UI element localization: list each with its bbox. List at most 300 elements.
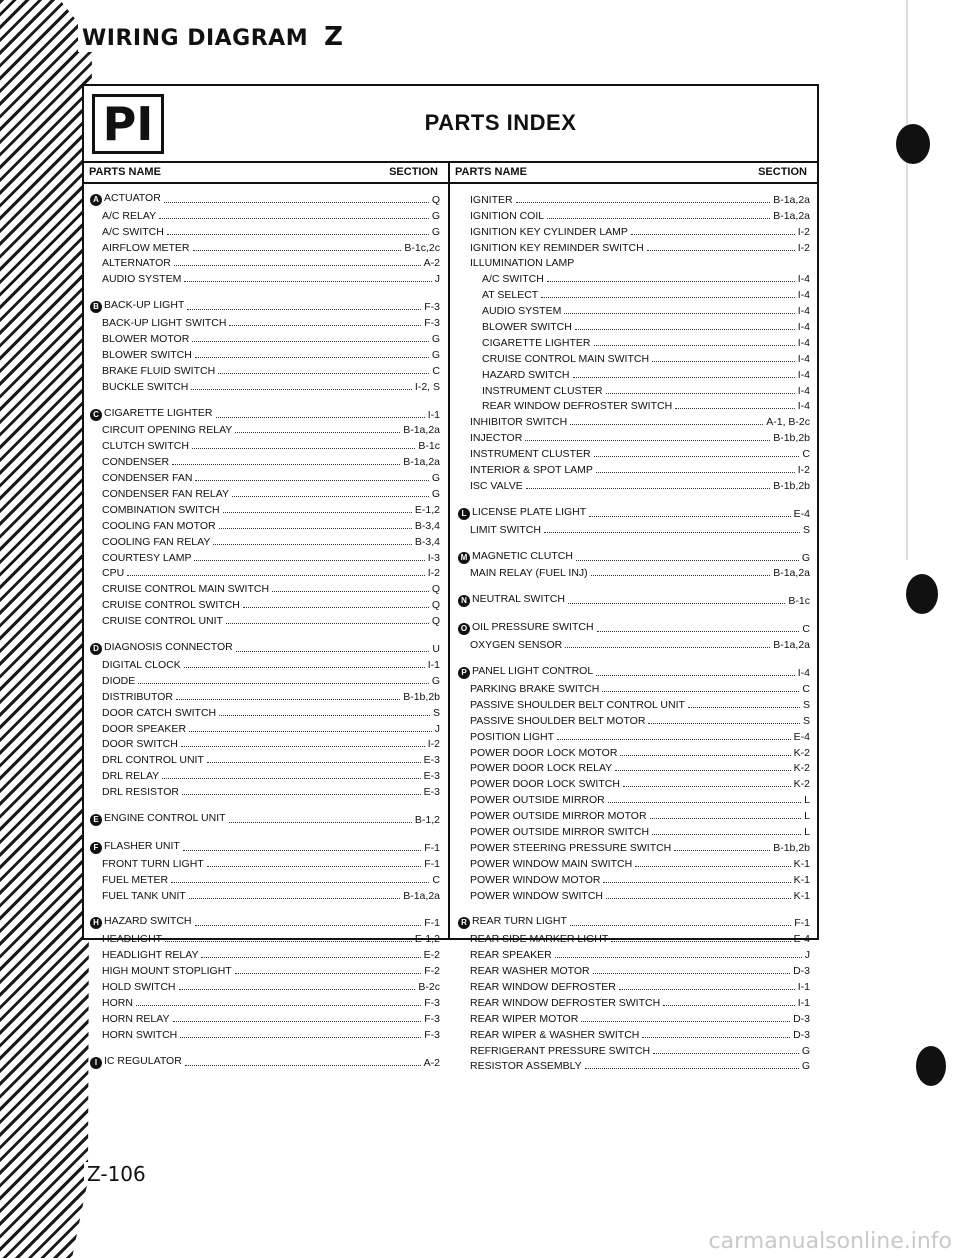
- part-name: [458, 1060, 582, 1072]
- section-code: I-2: [427, 567, 440, 580]
- index-entry: [458, 679, 810, 695]
- index-title-row: [84, 86, 817, 163]
- dot-leader: [159, 218, 429, 219]
- section-code: L: [804, 825, 810, 838]
- dot-leader: [235, 973, 422, 974]
- section-code: G: [801, 551, 810, 564]
- section-code: L: [804, 810, 810, 823]
- dot-leader: [179, 989, 416, 990]
- section-code: B-2c: [418, 980, 440, 993]
- index-entry: [458, 1009, 810, 1025]
- part-name: [458, 915, 567, 929]
- left-column: [90, 190, 440, 1081]
- part-name: [90, 456, 169, 468]
- section-code: K-1: [793, 873, 810, 886]
- dot-leader: [619, 989, 795, 990]
- part-name-text: ILLUMINATION LAMP: [470, 257, 575, 270]
- index-entry: [90, 687, 440, 703]
- part-name: [458, 305, 561, 317]
- index-entry: [458, 1025, 810, 1041]
- index-entry: [90, 516, 440, 532]
- dot-leader: [136, 1005, 421, 1006]
- index-entry: [458, 929, 810, 945]
- index-entry: [458, 774, 810, 790]
- section-code: E-4: [793, 933, 810, 946]
- part-name: [90, 407, 213, 421]
- part-name: [458, 321, 572, 333]
- index-entry: [458, 886, 810, 902]
- part-name: [458, 506, 586, 520]
- dot-leader: [272, 591, 429, 592]
- dot-leader: [516, 202, 771, 203]
- dot-leader: [185, 1065, 421, 1066]
- index-entry: [90, 961, 440, 977]
- index-entry: [90, 548, 440, 564]
- index-entry: [90, 914, 440, 930]
- part-name-text: INSTRUMENT CLUSTER: [482, 384, 603, 397]
- dot-leader: [201, 957, 420, 958]
- part-name-text: AUDIO SYSTEM: [102, 273, 182, 286]
- dot-leader: [591, 575, 771, 576]
- index-entry: [458, 743, 810, 759]
- part-name: [458, 699, 685, 711]
- section-code: G: [431, 333, 440, 346]
- part-name-text: DIAGNOSIS CONNECTOR: [104, 641, 233, 654]
- section-code: Q: [431, 583, 440, 596]
- section-code: B-1a,2a: [773, 193, 810, 206]
- part-name-text: CONDENSER FAN RELAY: [102, 488, 229, 501]
- part-name: [458, 715, 645, 727]
- section-code: S: [802, 698, 810, 711]
- part-name-text: PASSIVE SHOULDER BELT CONTROL UNIT: [470, 698, 685, 711]
- dot-leader: [585, 1068, 799, 1069]
- index-group: [458, 548, 810, 580]
- section-code: I-2: [797, 225, 810, 238]
- part-name-text: AIRFLOW METER: [102, 241, 190, 254]
- dot-leader: [674, 850, 770, 851]
- section-code: G: [431, 225, 440, 238]
- index-entry: [90, 484, 440, 500]
- part-name: [90, 933, 162, 945]
- index-entry: [458, 727, 810, 743]
- part-name: [90, 949, 198, 961]
- section-code: D-3: [793, 965, 810, 978]
- index-badge: PI: [92, 94, 164, 154]
- section-code: I-4: [797, 384, 810, 397]
- dot-leader: [219, 528, 412, 529]
- part-name: [458, 826, 649, 838]
- part-name: [90, 691, 173, 703]
- group-letter-badge: D: [90, 643, 102, 655]
- index-entry: [90, 206, 440, 222]
- dot-leader: [623, 786, 791, 787]
- section-code: B-1b,2b: [403, 690, 440, 703]
- part-name: [90, 641, 233, 655]
- dot-leader: [648, 723, 800, 724]
- index-entry: [90, 254, 440, 270]
- section-code: K-1: [793, 889, 810, 902]
- part-name-text: DIODE: [102, 674, 136, 687]
- section-code: G: [801, 1060, 810, 1073]
- section-code: E-4: [793, 730, 810, 743]
- part-name: [90, 675, 135, 687]
- section-code: I-4: [797, 305, 810, 318]
- index-entry: [458, 759, 810, 775]
- dot-leader: [581, 1021, 790, 1022]
- part-name: [90, 317, 226, 329]
- index-entry: [458, 548, 810, 564]
- section-code: C: [432, 873, 440, 886]
- part-name: [458, 639, 562, 651]
- index-entry: [458, 206, 810, 222]
- part-name-text: POWER OUTSIDE MIRROR MOTOR: [470, 810, 647, 823]
- section-code: F-3: [424, 317, 440, 330]
- dot-leader: [162, 778, 420, 779]
- part-name-text: FLASHER UNIT: [104, 839, 180, 852]
- index-entry: [90, 750, 440, 766]
- part-name-text: HAZARD SWITCH: [482, 368, 570, 381]
- dot-leader: [652, 834, 801, 835]
- dot-leader: [573, 377, 795, 378]
- index-entry: [458, 301, 810, 317]
- index-entry: [90, 313, 440, 329]
- section-code: B-1c: [418, 440, 440, 453]
- index-entry: [90, 870, 440, 886]
- part-name: [458, 273, 544, 285]
- section-code: B-1a,2a: [773, 639, 810, 652]
- part-name-text: INTERIOR & SPOT LAMP: [470, 464, 593, 477]
- left-section-header: SECTION: [389, 166, 438, 178]
- dot-leader: [596, 472, 795, 473]
- index-group: [90, 405, 440, 627]
- part-name-text: REAR SIDE MARKER LIGHT: [470, 933, 609, 946]
- part-name: [458, 464, 593, 476]
- part-name: [458, 242, 644, 254]
- index-entry: [458, 1057, 810, 1073]
- section-code: Q: [431, 615, 440, 628]
- section-code: K-2: [793, 762, 810, 775]
- part-name-text: PANEL LIGHT CONTROL: [472, 665, 594, 678]
- part-name: [458, 448, 591, 460]
- index-entry: [90, 1025, 440, 1041]
- part-name: [90, 552, 191, 564]
- part-name-text: REAR WINDOW DEFROSTER: [470, 980, 616, 993]
- section-code: G: [431, 209, 440, 222]
- dot-leader: [647, 250, 795, 251]
- part-name: [90, 536, 210, 548]
- group-letter-badge: I: [90, 1057, 102, 1069]
- part-name: [90, 257, 171, 269]
- group-letter-badge: H: [90, 917, 102, 929]
- index-entry: [90, 838, 440, 854]
- index-entry: [90, 468, 440, 484]
- dot-leader: [663, 1005, 795, 1006]
- dot-leader: [568, 603, 785, 604]
- section-code: J: [434, 273, 440, 286]
- part-name: [458, 194, 513, 206]
- part-name: [90, 567, 124, 579]
- part-name: [458, 762, 612, 774]
- section-code: B-1a,2a: [773, 209, 810, 222]
- part-name-text: CLUTCH SWITCH: [102, 440, 189, 453]
- part-name-text: BACK-UP LIGHT: [104, 299, 185, 312]
- section-code: B-3,4: [414, 535, 440, 548]
- part-name-text: PARKING BRAKE SWITCH: [470, 682, 600, 695]
- index-group: [90, 914, 440, 1041]
- part-name-text: IGNITION COIL: [470, 209, 545, 222]
- group-letter-badge: N: [458, 595, 470, 607]
- index-entry: [90, 238, 440, 254]
- dot-leader: [192, 341, 429, 342]
- part-name: [90, 754, 204, 766]
- dot-leader: [597, 631, 800, 632]
- part-name-text: REFRIGERANT PRESSURE SWITCH: [470, 1044, 651, 1057]
- dot-leader: [165, 941, 412, 942]
- part-name: [458, 416, 567, 428]
- dot-leader: [525, 440, 770, 441]
- part-name: [458, 524, 541, 536]
- section-code: I-3: [427, 551, 440, 564]
- index-entry: [90, 611, 440, 627]
- group-letter-badge: P: [458, 667, 470, 679]
- section-code: I-2, S: [414, 380, 440, 393]
- index-entry: [90, 886, 440, 902]
- part-name: [90, 210, 156, 222]
- part-name-text: DIGITAL CLOCK: [102, 658, 181, 671]
- section-code: F-1: [794, 917, 810, 930]
- part-name-text: HORN: [102, 996, 133, 1009]
- part-name: [458, 997, 660, 1009]
- section-code: I-4: [797, 352, 810, 365]
- page-header: [78, 22, 347, 52]
- part-name: [458, 858, 632, 870]
- index-group: [458, 914, 810, 1073]
- index-entry: [458, 222, 810, 238]
- section-code: J: [434, 722, 440, 735]
- index-entry: [90, 190, 440, 206]
- part-name-text: ENGINE CONTROL UNIT: [104, 811, 226, 824]
- part-name-text: REAR TURN LIGHT: [472, 915, 567, 928]
- section-code: I-4: [797, 400, 810, 413]
- part-name: [90, 472, 192, 484]
- index-entry: [458, 711, 810, 727]
- index-entry: [458, 977, 810, 993]
- section-code: B-1a,2a: [773, 567, 810, 580]
- dot-leader: [226, 623, 429, 624]
- dot-leader: [229, 325, 421, 326]
- index-entry: [458, 269, 810, 285]
- dot-leader: [576, 560, 799, 561]
- part-name: [458, 550, 573, 564]
- dot-leader: [631, 234, 795, 235]
- part-name: [90, 242, 190, 254]
- part-name: [90, 381, 188, 393]
- section-code: S: [802, 714, 810, 727]
- dot-leader: [193, 250, 402, 251]
- section-code: E-1,2: [414, 503, 440, 516]
- index-entry: [90, 436, 440, 452]
- part-name: [458, 981, 616, 993]
- part-name-text: LIMIT SWITCH: [470, 523, 541, 536]
- part-name: [458, 1045, 650, 1057]
- section-code: E-3: [423, 770, 440, 783]
- dot-leader: [171, 882, 429, 883]
- section-code: B-1c: [788, 595, 810, 608]
- part-name-text: IGNITION KEY REMINDER SWITCH: [470, 241, 644, 254]
- part-name: [458, 874, 600, 886]
- dot-leader: [181, 746, 425, 747]
- part-name-text: DOOR SPEAKER: [102, 722, 187, 735]
- dot-leader: [570, 424, 763, 425]
- part-name: [458, 890, 603, 902]
- part-name: [458, 794, 605, 806]
- part-name: [90, 723, 186, 735]
- group-letter-badge: C: [90, 409, 102, 421]
- part-name: [90, 659, 181, 671]
- section-code: E-3: [423, 786, 440, 799]
- dot-leader: [229, 822, 412, 823]
- part-name: [458, 933, 608, 945]
- dot-leader: [195, 925, 422, 926]
- part-name: [90, 707, 216, 719]
- dot-leader: [138, 683, 429, 684]
- index-group: [90, 639, 440, 798]
- index-entry: [90, 405, 440, 421]
- part-name: [90, 812, 226, 826]
- section-code: E-3: [423, 754, 440, 767]
- index-entry: [458, 635, 810, 651]
- dot-leader: [555, 957, 802, 958]
- index-entry: [458, 822, 810, 838]
- part-name: [458, 965, 590, 977]
- part-name-text: NEUTRAL SWITCH: [472, 593, 565, 606]
- section-code: C: [802, 448, 810, 461]
- part-name-text: CONDENSER: [102, 456, 170, 469]
- dot-leader: [172, 464, 400, 465]
- section-code: A-1, B-2c: [766, 416, 810, 429]
- dot-leader: [235, 432, 400, 433]
- dot-leader: [243, 607, 429, 608]
- index-entry: [90, 945, 440, 961]
- index-entry: [458, 190, 810, 206]
- part-name-text: A/C SWITCH: [102, 225, 164, 238]
- part-name: [458, 337, 591, 349]
- part-name: [90, 1029, 177, 1041]
- part-name: [458, 289, 538, 301]
- group-letter-badge: E: [90, 814, 102, 826]
- part-name: [458, 210, 544, 222]
- index-entry: [458, 790, 810, 806]
- dot-leader: [195, 480, 428, 481]
- part-name-text: CRUISE CONTROL UNIT: [102, 615, 223, 628]
- index-title: PARTS INDEX: [424, 110, 577, 135]
- part-name-text: ALTERNATOR: [102, 257, 171, 270]
- section-code: Q: [431, 193, 440, 206]
- part-name-text: BLOWER MOTOR: [102, 333, 190, 346]
- index-group: [90, 838, 440, 902]
- part-name-text: BLOWER SWITCH: [482, 321, 572, 334]
- index-entry: [458, 349, 810, 365]
- dot-leader: [236, 651, 430, 652]
- part-name: [90, 858, 204, 870]
- dot-leader: [652, 361, 795, 362]
- part-name: [90, 299, 184, 313]
- dot-leader: [547, 281, 795, 282]
- part-name-text: REAR WIPER & WASHER SWITCH: [470, 1028, 640, 1041]
- dot-leader: [606, 898, 791, 899]
- part-name: [458, 731, 554, 743]
- section-code: I-1: [797, 980, 810, 993]
- dot-leader: [541, 297, 795, 298]
- watermark: carmanualsonline.info: [708, 1229, 952, 1254]
- part-name: [90, 504, 220, 516]
- index-group: [458, 504, 810, 536]
- binder-hole: [906, 574, 938, 614]
- dot-leader: [223, 512, 412, 513]
- section-code: B-1b,2b: [773, 479, 810, 492]
- part-name: [90, 1013, 170, 1025]
- right-column-header: [450, 162, 817, 184]
- section-code: G: [431, 348, 440, 361]
- part-name-text: IGNITION KEY CYLINDER LAMP: [470, 225, 628, 238]
- part-name: [458, 226, 628, 238]
- part-name-text: CIRCUIT OPENING RELAY: [102, 424, 233, 437]
- dot-leader: [174, 265, 421, 266]
- dot-leader: [596, 675, 795, 676]
- part-name: [458, 621, 594, 635]
- index-entry: [458, 993, 810, 1009]
- section-code: C: [432, 364, 440, 377]
- section-code: K-1: [793, 857, 810, 870]
- section-code: L: [804, 794, 810, 807]
- dot-leader: [216, 417, 425, 418]
- section-code: I-2: [427, 738, 440, 751]
- part-name-text: HEADLIGHT: [102, 933, 163, 946]
- index-group: [90, 810, 440, 826]
- dot-leader: [173, 1021, 422, 1022]
- dot-leader: [620, 755, 790, 756]
- section-code: I-1: [427, 658, 440, 671]
- section-code: E-4: [793, 507, 810, 520]
- index-entry: [458, 695, 810, 711]
- dot-leader: [589, 516, 790, 517]
- part-name-text: DRL RELAY: [102, 770, 160, 783]
- section-code: B-1a,2a: [403, 456, 440, 469]
- index-entry: [458, 254, 810, 270]
- part-name-text: HAZARD SWITCH: [104, 915, 192, 928]
- section-code: B-1,2: [414, 813, 440, 826]
- section-code: I-1: [427, 408, 440, 421]
- index-entry: [458, 520, 810, 536]
- dot-leader: [650, 818, 802, 819]
- part-name: [458, 1013, 578, 1025]
- binding-hatch: [0, 0, 92, 1258]
- index-entry: [90, 639, 440, 655]
- dot-leader: [187, 309, 421, 310]
- part-name-text: POWER STEERING PRESSURE SWITCH: [470, 841, 672, 854]
- part-name: [458, 400, 672, 412]
- dot-leader: [164, 202, 429, 203]
- section-code: C: [802, 623, 810, 636]
- section-code: G: [431, 674, 440, 687]
- dot-leader: [642, 1037, 790, 1038]
- group-letter-badge: F: [90, 842, 102, 854]
- section-code: I-4: [797, 289, 810, 302]
- index-entry: [458, 838, 810, 854]
- part-name-text: IGNITER: [470, 193, 513, 206]
- part-name: [90, 333, 189, 345]
- section-code: I-4: [797, 368, 810, 381]
